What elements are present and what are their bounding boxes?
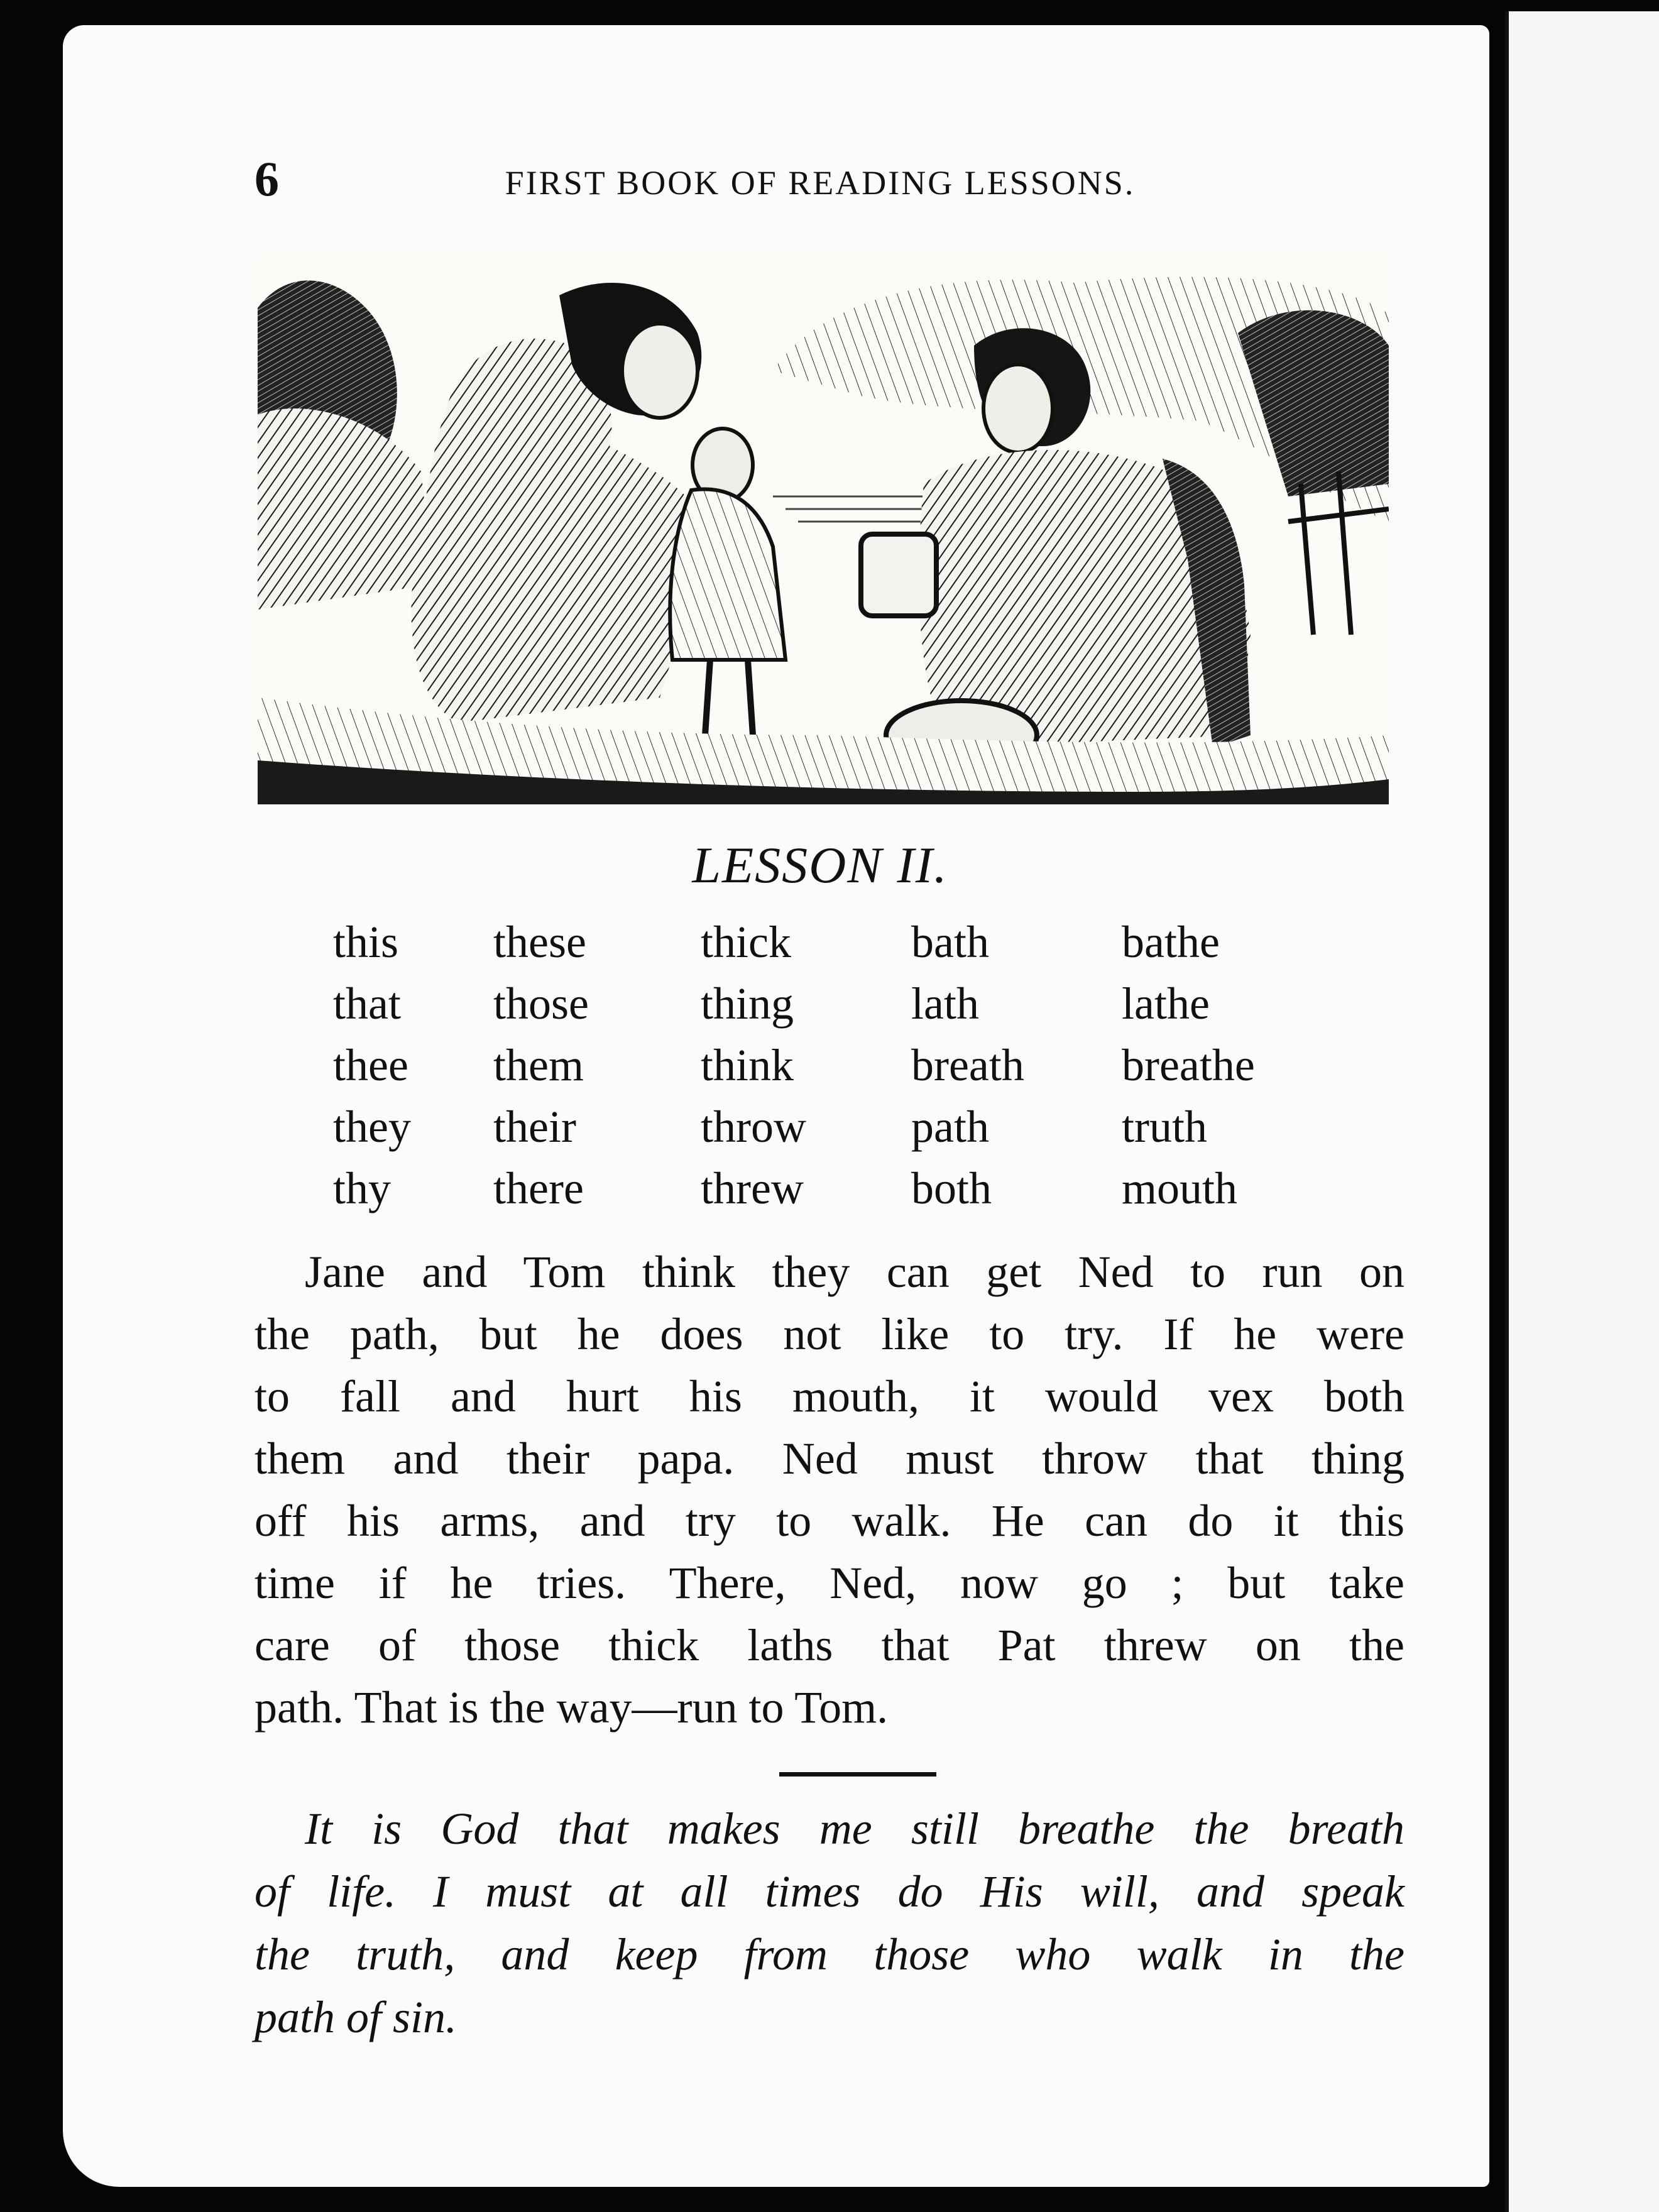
- word: thee: [333, 1040, 408, 1090]
- page-number: 6: [255, 151, 279, 206]
- word: think: [701, 1040, 794, 1090]
- word: them: [493, 1040, 584, 1090]
- moral-line: the truth, and keep from those who walk in the: [255, 1929, 1404, 1979]
- story-line: time if he tries. There, Ned, now go ; but take: [255, 1558, 1404, 1608]
- word-column: [493, 911, 707, 1219]
- word-column: [1122, 911, 1335, 1219]
- book-page: [63, 25, 1489, 2187]
- word: breath: [911, 1040, 1024, 1090]
- word: path: [911, 1102, 989, 1152]
- word: they: [333, 1102, 411, 1152]
- word: breathe: [1122, 1040, 1255, 1090]
- adjacent-page-edge: [1505, 11, 1659, 2212]
- word: bathe: [1122, 917, 1220, 967]
- word: their: [493, 1102, 576, 1152]
- word: thick: [701, 917, 791, 967]
- section-divider: [779, 1772, 936, 1777]
- word: both: [911, 1163, 992, 1213]
- word-column: [701, 911, 914, 1219]
- moral-paragraph: [255, 1797, 1404, 2049]
- word: that: [333, 978, 401, 1029]
- word: these: [493, 917, 586, 967]
- moral-line: path of sin.: [255, 1992, 457, 2042]
- word: those: [493, 978, 589, 1029]
- page-header: [63, 151, 1489, 207]
- story-line: to fall and hurt his mouth, it would vex both: [255, 1371, 1404, 1421]
- woodcut-engraving-family-scene-icon: [258, 258, 1389, 804]
- moral-line: of life. I must at all times do His will, and speak: [255, 1866, 1404, 1917]
- word: throw: [701, 1102, 806, 1152]
- story-line: off his arms, and try to walk. He can do it this: [255, 1496, 1404, 1546]
- story-line: Jane and Tom think they can get Ned to run on: [305, 1247, 1404, 1297]
- word-list: [333, 911, 1401, 1225]
- story-line: path. That is the way—run to Tom.: [255, 1682, 889, 1733]
- word: bath: [911, 917, 989, 967]
- word: thing: [701, 978, 794, 1029]
- lesson-title: LESSON II.: [692, 836, 948, 894]
- word: truth: [1122, 1102, 1207, 1152]
- word: mouth: [1122, 1163, 1238, 1213]
- word: there: [493, 1163, 584, 1213]
- word-column: [911, 911, 1125, 1219]
- word: lathe: [1122, 978, 1210, 1029]
- story-line: them and their papa. Ned must throw that thing: [255, 1433, 1404, 1484]
- story-line: the path, but he does not like to try. If he were: [255, 1309, 1404, 1359]
- running-title: FIRST BOOK OF READING LESSONS.: [505, 164, 1136, 202]
- word: threw: [701, 1163, 804, 1213]
- word: thy: [333, 1163, 391, 1213]
- story-paragraph: [255, 1241, 1404, 1739]
- story-line: care of those thick laths that Pat threw on the: [255, 1620, 1404, 1670]
- word: lath: [911, 978, 979, 1029]
- moral-line: It is God that makes me still breathe the breath: [305, 1804, 1404, 1854]
- word: this: [333, 917, 399, 967]
